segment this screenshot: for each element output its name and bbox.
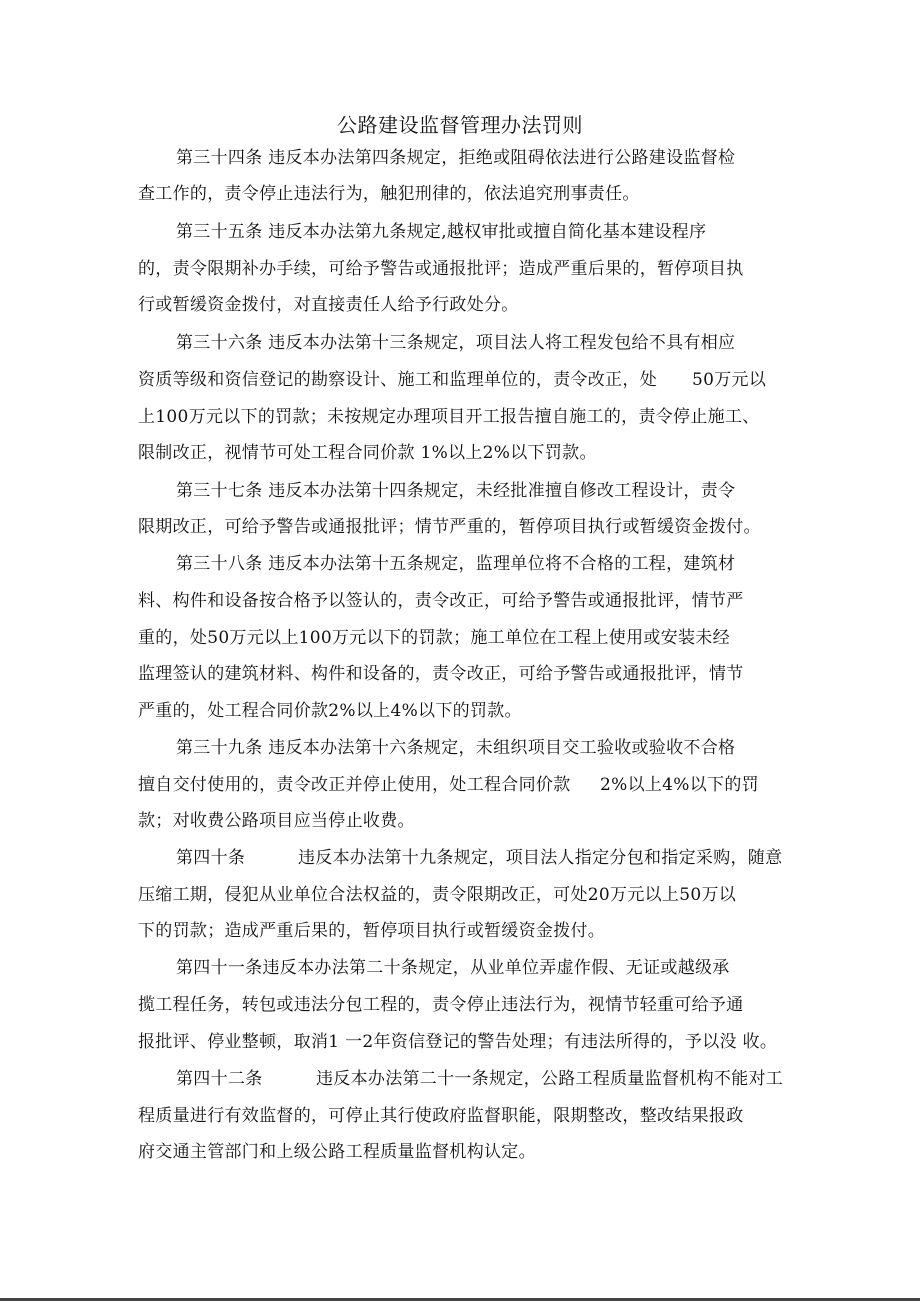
article-38-line-3: 重的，处50万元以上100万元以下的罚款；施工单位在工程上使用或安装未经 (138, 628, 730, 648)
article-36-line-1: 第三十六条 违反本办法第十三条规定，项目法人将工程发包给不具有相应 (176, 333, 736, 353)
article-39-line-2b: 2%以上4%以下的罚 (600, 775, 759, 795)
article-39-line-2a: 擅自交付使用的，责令改正并停止使用，处工程合同价款 (138, 775, 571, 795)
article-36-line-2a: 资质等级和资信登记的勘察设计、施工和监理单位的，责令改正，处 (138, 370, 657, 390)
article-36-line-3: 上100万元以下的罚款；未按规定办理项目开工报告擅自施工的，责令停止施工、 (138, 407, 760, 427)
article-37-line-2: 限期改正，可给予警告或通报批评；情节严重的，暂停项目执行或暂缓资金拨付。 (138, 517, 761, 537)
article-39-line-1: 第三十九条 违反本办法第十六条规定，未组织项目交工验收或验收不合格 (176, 738, 736, 758)
article-42-line-1a: 第四十二条 (176, 1069, 263, 1089)
article-41-line-3: 报批评、停业整顿，取消1 一2年资信登记的警告处理；有违法所得的，予以没 收。 (138, 1032, 778, 1052)
article-37-line-1: 第三十七条 违反本办法第十四条规定，未经批准擅自修改工程设计，责令 (176, 481, 736, 501)
document-title: 公路建设监督管理办法罚则 (337, 113, 583, 137)
article-40-line-2: 压缩工期，侵犯从业单位合法权益的，责令限期改正，可处20万元以上50万以 (138, 885, 737, 905)
article-35-line-3: 行或暂缓资金拨付，对直接责任人给予行政处分。 (138, 295, 519, 315)
article-40-line-1b: 违反本办法第十九条规定，项目法人指定分包和指定采购，随意 (298, 848, 783, 868)
article-40-line-3: 下的罚款；造成严重后果的，暂停项目执行或暂缓资金拨付。 (138, 921, 606, 941)
article-36-line-4: 限制改正，视情节可处工程合同价款 1%以上2%以下罚款。 (138, 443, 597, 463)
article-42-line-1b: 违反本办法第二十一条规定，公路工程质量监督机构不能对工 (316, 1069, 784, 1089)
article-35-line-1: 第三十五条 违反本办法第九条规定,越权审批或擅自简化基本建设程序 (176, 222, 707, 242)
article-42-line-3: 府交通主管部门和上级公路工程质量监督机构认定。 (138, 1142, 536, 1162)
article-34-line-2: 查工作的，责令停止违法行为，触犯刑律的，依法追究刑事责任。 (138, 184, 640, 204)
article-35-line-2: 的，责令限期补办手续，可给予警告或通报批评；造成严重后果的，暂停项目执 (138, 259, 744, 279)
article-38-line-1: 第三十八条 违反本办法第十五条规定，监理单位将不合格的工程，建筑材 (176, 554, 736, 574)
article-38-line-4: 监理签认的建筑材料、构件和设备的，责令改正，可给予警告或通报批评，情节 (138, 664, 744, 684)
article-38-line-2: 料、构件和设备按合格予以签认的，责令改正，可给予警告或通报批评，情节严 (138, 591, 744, 611)
article-34-line-1: 第三十四条 违反本办法第四条规定，拒绝或阻碍依法进行公路建设监督检 (176, 148, 736, 168)
article-38-line-5: 严重的，处工程合同价款2%以上4%以下的罚款。 (138, 701, 522, 721)
bottom-border (0, 1298, 920, 1301)
article-39-line-3: 款；对收费公路项目应当停止收费。 (138, 811, 415, 831)
article-40-line-1a: 第四十条 (176, 848, 246, 868)
article-41-line-1: 第四十一条违反本办法第二十条规定，从业单位弄虚作假、无证或越级承 (176, 958, 730, 978)
article-36-line-2b: 50万元以 (692, 370, 767, 390)
article-41-line-2: 揽工程任务，转包或违法分包工程的，责令停止违法行为，视情节轻重可给予通 (138, 995, 744, 1015)
article-42-line-2: 程质量进行有效监督的，可停止其行使政府监督职能，限期整改，整改结果报政 (138, 1106, 744, 1126)
